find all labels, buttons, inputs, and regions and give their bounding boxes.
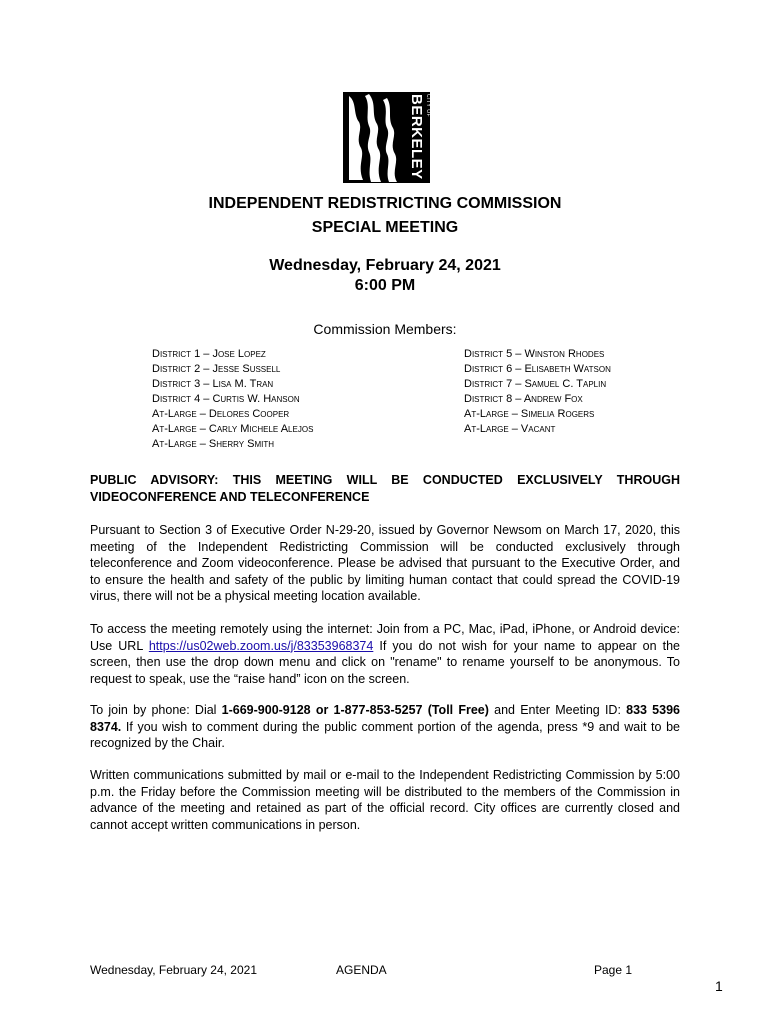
logo-city-name: BERKELEY xyxy=(408,94,425,180)
member-entry: District 4 – Curtis W. Hanson xyxy=(152,393,300,405)
member-entry: District 8 – Andrew Fox xyxy=(464,393,583,405)
members-left-column xyxy=(152,347,313,452)
member-entry: District 7 – Samuel C. Taplin xyxy=(464,378,607,390)
footer-page: Page 1 xyxy=(594,963,633,977)
footer-date: Wednesday, February 24, 2021 xyxy=(90,963,257,977)
member-entry: District 5 – Winston Rhodes xyxy=(464,348,605,360)
written-communications-paragraph: Written communications submitted by mail or e-mail to the Independent Redistricting Commission by 5:00 p.m. the Friday before the Commission meeting will be distributed to the members of the Commission in advance of the meeting and retained as part of the official record. City offices are currently closed and cannot accept written communications in person. xyxy=(90,768,680,832)
member-entry: District 3 – Lisa M. Tran xyxy=(152,378,274,390)
logo-city-of: CITY OF xyxy=(425,94,431,118)
internet-access-paragraph xyxy=(90,621,680,687)
commission-title: INDEPENDENT REDISTRICTING COMMISSION xyxy=(208,195,562,212)
member-entry: At-Large – Simelia Rogers xyxy=(464,408,595,420)
member-entry: District 2 – Jesse Sussell xyxy=(152,363,281,375)
zoom-meeting-link[interactable]: https://us02web.zoom.us/j/83353968374 xyxy=(148,638,374,653)
member-entry: At-Large – Sherry Smith xyxy=(152,438,275,450)
meeting-type: SPECIAL MEETING xyxy=(311,219,459,236)
public-advisory: PUBLIC ADVISORY: THIS MEETING WILL BE CONDUCTED EXCLUSIVELY THROUGH VIDEOCONFERENCE AND TELECONFERENCE xyxy=(90,473,680,504)
phone-numbers: 1-669-900-9128 or 1-877-853-5257 (Toll Free) xyxy=(221,703,489,717)
phone-text-before: To join by phone: Dial xyxy=(90,703,222,717)
city-of-berkeley-logo xyxy=(343,92,430,183)
member-entry: District 1 – Jose Lopez xyxy=(152,348,266,360)
footer-agenda-label: AGENDA xyxy=(336,963,387,977)
phone-access-paragraph xyxy=(90,702,680,752)
meeting-date: Wednesday, February 24, 2021 xyxy=(269,257,501,274)
logo-wordmark xyxy=(407,94,431,182)
meeting-id: 833 5396 8374. xyxy=(90,703,680,734)
member-entry: District 6 – Elisabeth Watson xyxy=(464,363,611,375)
executive-order-paragraph: Pursuant to Section 3 of Executive Order N-29-20, issued by Governor Newsom on March 17, 2020, this meeting of the Independent Redistricting Commission will be conducted exclusively through teleconference and Zoom videoconference. Please be advised that pursuant to the Executive Order, and to ensure the health and safety of the public by limiting human contact that could spread the COVID-19 virus, there will not be a physical meeting location available. xyxy=(90,523,680,603)
member-entry: At-Large – Vacant xyxy=(464,423,556,435)
meeting-time: 6:00 PM xyxy=(354,277,416,294)
phone-text-middle: and Enter Meeting ID: xyxy=(488,703,627,717)
page-number: 1 xyxy=(715,978,723,994)
phone-text-after: If you wish to comment during the public comment portion of the agenda, press *9 and wait to be recognized by the Chair. xyxy=(90,719,680,750)
members-heading: Commission Members: xyxy=(313,321,457,337)
members-right-column xyxy=(464,347,611,437)
internet-text-after: If you do not wish for your name to appear on the screen, then use the drop down menu and click on "rename" to rename yourself to be anonymous. To request to speak, use the “raise hand” icon on the screen. xyxy=(90,638,680,686)
member-entry: At-Large – Carly Michele Alejos xyxy=(152,423,314,435)
member-entry: At-Large – Delores Cooper xyxy=(152,408,290,420)
internet-text-before: To access the meeting remotely using the internet: Join from a PC, Mac, iPad, iPhone, or Android device: Use URL xyxy=(90,622,680,653)
faces-silhouette-icon xyxy=(343,92,401,183)
